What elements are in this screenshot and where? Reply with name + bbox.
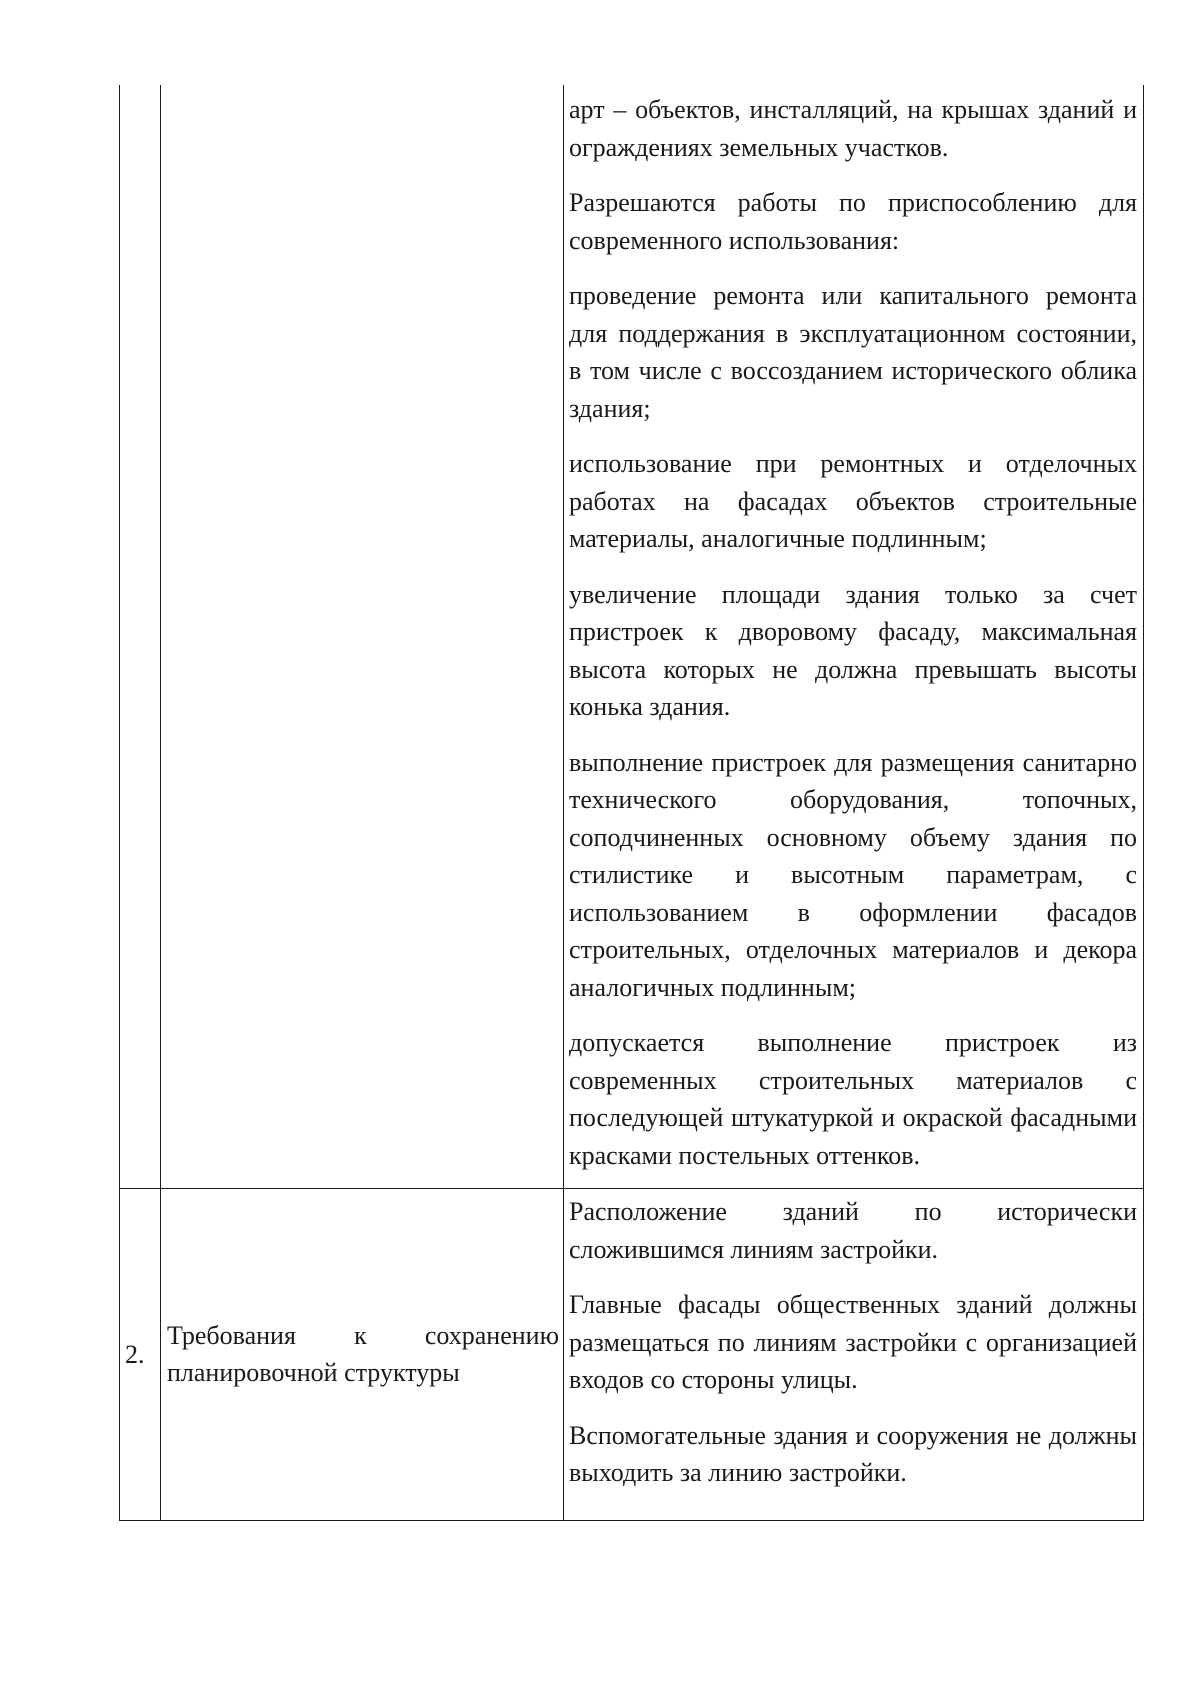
row-number: 2.: [125, 1339, 145, 1369]
paragraph: Главные фасады общественных зданий должны размещаться по линиям застройки с организацией входов со стороны улицы.: [569, 1290, 1137, 1394]
table-row: [120, 1189, 1144, 1521]
requirement-text-cell: [564, 1189, 1144, 1521]
row-number-cell: [120, 1189, 161, 1521]
row-number-cell: [120, 85, 161, 1189]
requirement-name: Требования к сохранению планировочной структуры: [167, 1320, 559, 1388]
paragraph: увеличение площади здания только за счет пристроек к дворовому фасаду, максимальная высота которых не должна превышать высоты конька здания.: [569, 579, 1137, 721]
paragraph: выполнение пристроек для размещения санитарно технического оборудования, топочных, соподчиненных основному объему здания по стилистике и высотным параметрам, с использованием в оформлении фасадов строительных, отделочных материалов и декора аналогичных подлинным;: [569, 747, 1137, 1002]
requirements-table: [119, 85, 1144, 1521]
requirement-name-cell: [161, 85, 564, 1189]
requirement-text-cell: [564, 85, 1144, 1189]
paragraph: Расположение зданий по исторически сложившимся линиям застройки.: [569, 1197, 1137, 1264]
paragraph: использование при ремонтных и отделочных работах на фасадах объектов строительные материалы, аналогичные подлинным;: [569, 449, 1137, 553]
requirement-name-cell: [161, 1189, 564, 1521]
paragraph: Вспомогательные здания и сооружения не должны выходить за линию застройки.: [569, 1420, 1137, 1487]
paragraph: Разрешаются работы по приспособлению для современного использования:: [569, 188, 1137, 255]
paragraph: арт – объектов, инсталляций, на крышах зданий и ограждениях земельных участков.: [569, 95, 1137, 162]
paragraph: проведение ремонта или капитального ремонта для поддержания в эксплуатационном состоянии, в том числе с воссозданием исторического облика здания;: [569, 281, 1137, 423]
paragraph: допускается выполнение пристроек из современных строительных материалов с последующей штукатуркой и окраской фасадными красками постельных оттенков.: [569, 1028, 1137, 1170]
table-row-continued: [120, 85, 1144, 1189]
